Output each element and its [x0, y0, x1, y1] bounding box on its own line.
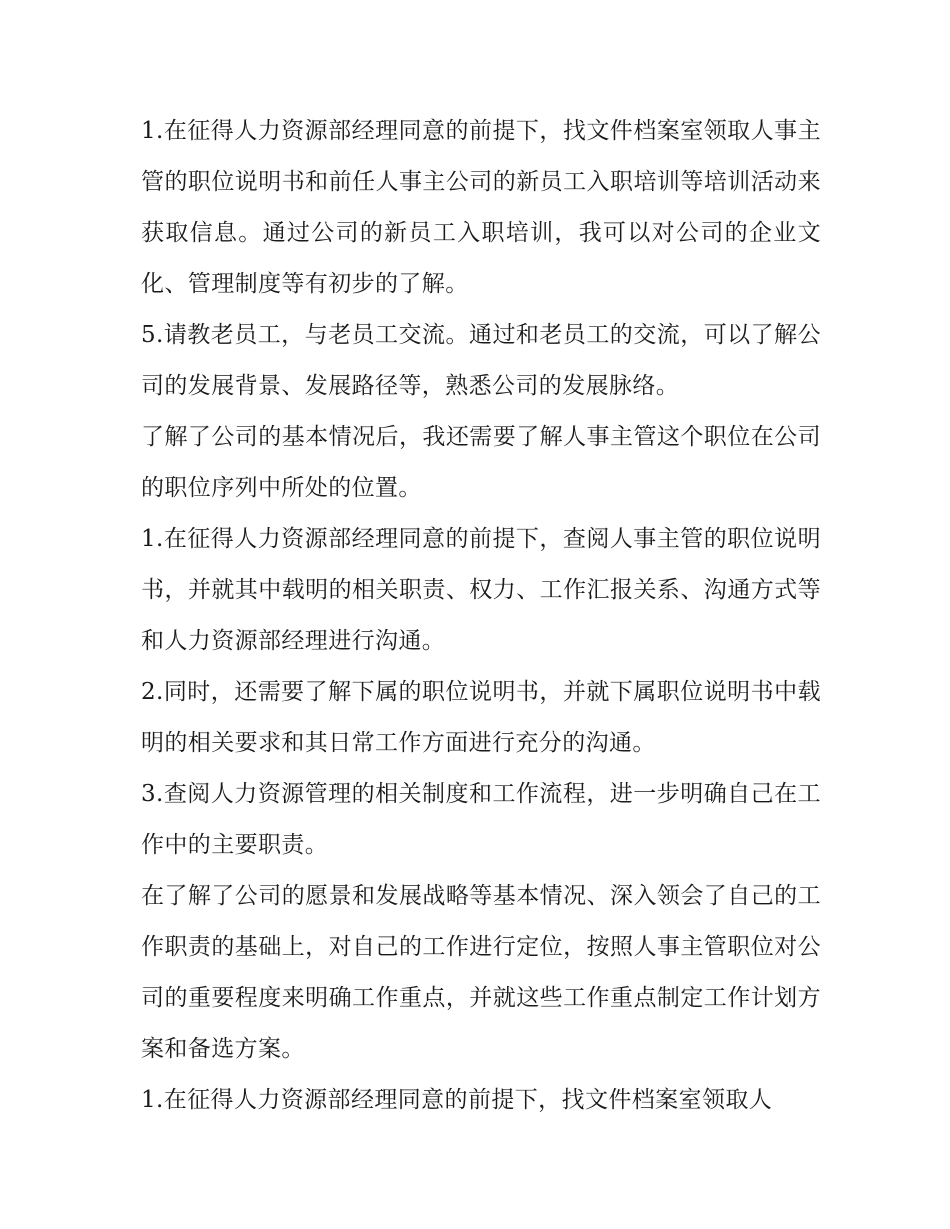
paragraph-5: 2.同时，还需要了解下属的职位说明书，并就下属职位说明书中载明的相关要求和其日常工作方面进行充分的沟通。: [141, 679, 821, 756]
paragraph-6: 3.查阅人力资源管理的相关制度和工作流程，进一步明确自己在工作中的主要职责。: [141, 781, 821, 858]
paragraph-3: 了解了公司的基本情况后，我还需要了解人事主管这个职位在公司的职位序列中所处的位置。: [141, 424, 821, 501]
document-body: [141, 106, 821, 1126]
paragraph-2: 5.请教老员工，与老员工交流。通过和老员工的交流，可以了解公司的发展背景、发展路径等，熟悉公司的发展脉络。: [141, 322, 821, 399]
paragraph-7: 在了解了公司的愿景和发展战略等基本情况、深入领会了自己的工作职责的基础上，对自己的工作进行定位，按照人事主管职位对公司的重要程度来明确工作重点，并就这些工作重点制定工作计划方案和备选方案。: [141, 883, 821, 1062]
paragraph-8: 1.在征得人力资源部经理同意的前提下，找文件档案室领取人: [141, 1087, 773, 1113]
paragraph-4: 1.在征得人力资源部经理同意的前提下，查阅人事主管的职位说明书，并就其中载明的相关职责、权力、工作汇报关系、沟通方式等和人力资源部经理进行沟通。: [141, 526, 821, 654]
paragraph-1: 1.在征得人力资源部经理同意的前提下，找文件档案室领取人事主管的职位说明书和前任人事主公司的新员工入职培训等培训活动来获取信息。通过公司的新员工入职培训，我可以对公司的企业文化、管理制度等有初步的了解。: [141, 118, 821, 297]
